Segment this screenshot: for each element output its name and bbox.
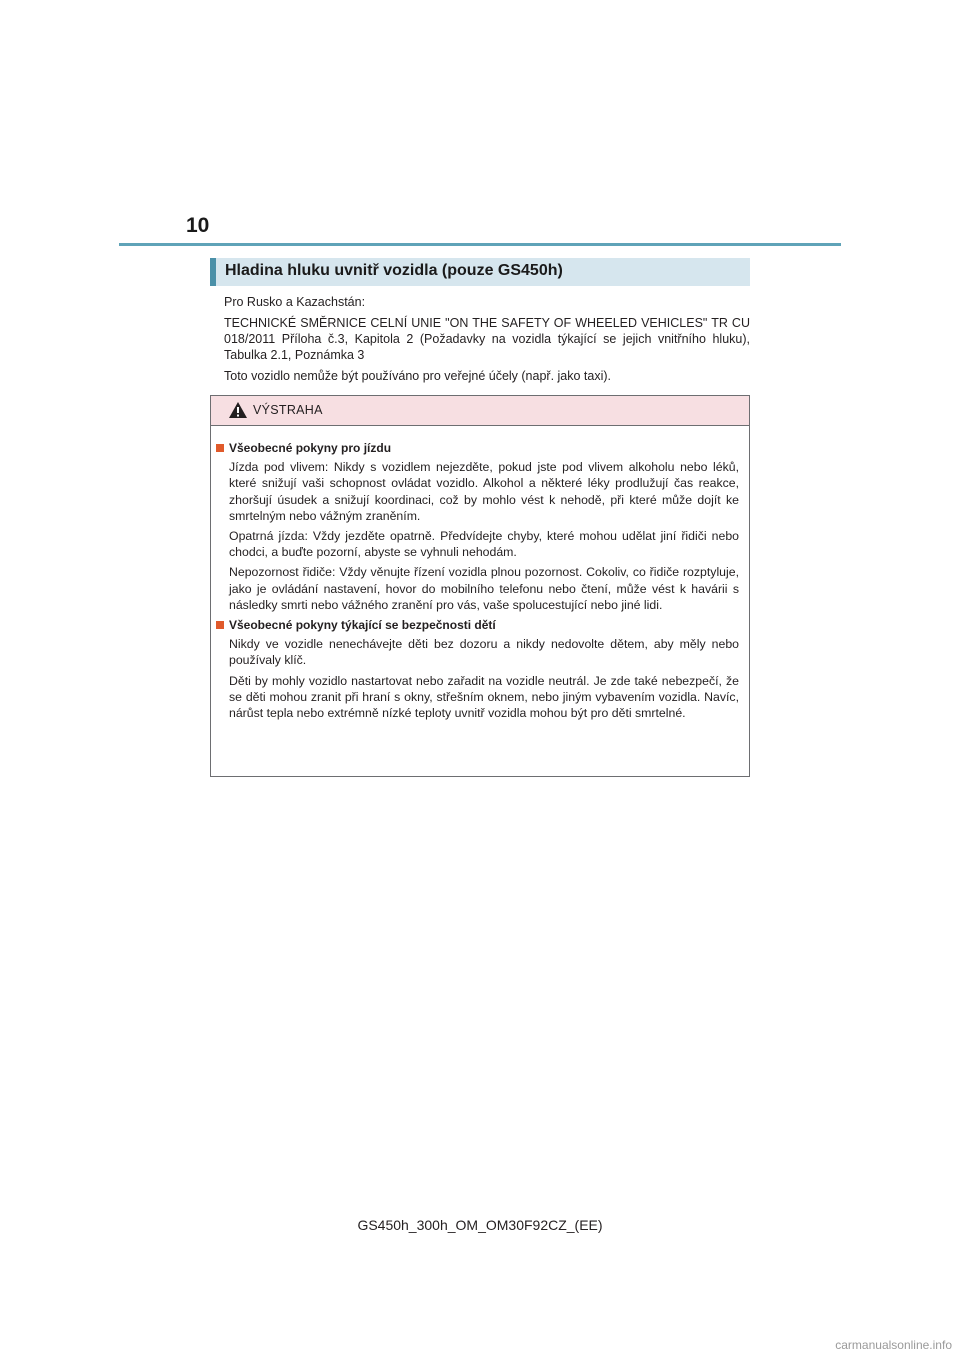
section-title: Hladina hluku uvnitř vozidla (pouze GS450h) [225, 262, 563, 279]
footer-code: GS450h_300h_OM_OM30F92CZ_(EE) [357, 1217, 603, 1233]
page-number: 10 [186, 214, 210, 237]
warning-item-title [216, 617, 739, 633]
intro-paragraph: Toto vozidlo nemůže být používáno pro veřejné účely (např. jako taxi). [224, 369, 612, 383]
warning-paragraph: Jízda pod vlivem: Nikdy s vozidlem nejezděte, pokud jste pod vlivem alkoholu nebo léků, které snižují vaši schopnost ovládat vozidlo. Alkohol a některé léky prodlužují čas reakce, zhoršují úsudek a snižují koordinaci, což by mohlo vést k nehodě, při které může dojít ke smrtelným nebo vážným zraněním. [229, 460, 739, 523]
warning-label: VÝSTRAHA [253, 403, 323, 417]
watermark: carmanualsonline.info [835, 1338, 952, 1352]
warning-item-title-text: Všeobecné pokyny týkající se bezpečnosti dětí [229, 618, 496, 633]
intro-paragraph: TECHNICKÉ SMĚRNICE CELNÍ UNIE "ON THE SAFETY OF WHEELED VEHICLES" TR CU 018/2011 Příloha č.3, Kapitola 2 (Požadavky na vozidla týkající se jejich vnitřního hluku), Tabulka 2.1, Poznámka 3 [224, 316, 750, 362]
square-bullet-icon [216, 621, 224, 629]
warning-triangle-icon [228, 401, 248, 419]
warning-paragraph: Opatrná jízda: Vždy jezděte opatrně. Předvídejte chyby, které mohou udělat jiní řidiči nebo chodci, a buďte pozorní, abyste se vyhnuli nehodám. [229, 529, 739, 560]
warning-box [210, 395, 750, 777]
intro-paragraph: Pro Rusko a Kazachstán: [224, 295, 366, 309]
warning-header [211, 396, 749, 426]
warning-item-title [216, 440, 739, 456]
warning-body [211, 426, 749, 721]
square-bullet-icon [216, 444, 224, 452]
top-rule [119, 243, 841, 246]
warning-paragraph: Nepozornost řidiče: Vždy věnujte řízení vozidla plnou pozornost. Cokoliv, co řidiče rozptyluje, jako je ovládání nastavení, hovor do mobilního telefonu nebo čtení, může vést k havárii s následky smrti nebo vážného zranění pro vás, vaše spolucestující nebo jiné lidi. [229, 565, 739, 612]
warning-paragraph: Nikdy ve vozidle nenechávejte děti bez dozoru a nikdy nedovolte dětem, aby měly nebo používaly klíč. [229, 637, 739, 668]
intro-text [224, 294, 750, 389]
warning-item-title-text: Všeobecné pokyny pro jízdu [229, 441, 392, 455]
section-header [210, 258, 750, 286]
warning-paragraph: Děti by mohly vozidlo nastartovat nebo zařadit na vozidle neutrál. Je zde také nebezpečí, že se děti mohou zranit při hraní s okny, střešním oknem, nebo jiným vybavením vozidla. Navíc, nárůst tepla nebo extrémně nízké teploty uvnitř vozidla mohou být pro děti smrtelné. [229, 673, 739, 721]
